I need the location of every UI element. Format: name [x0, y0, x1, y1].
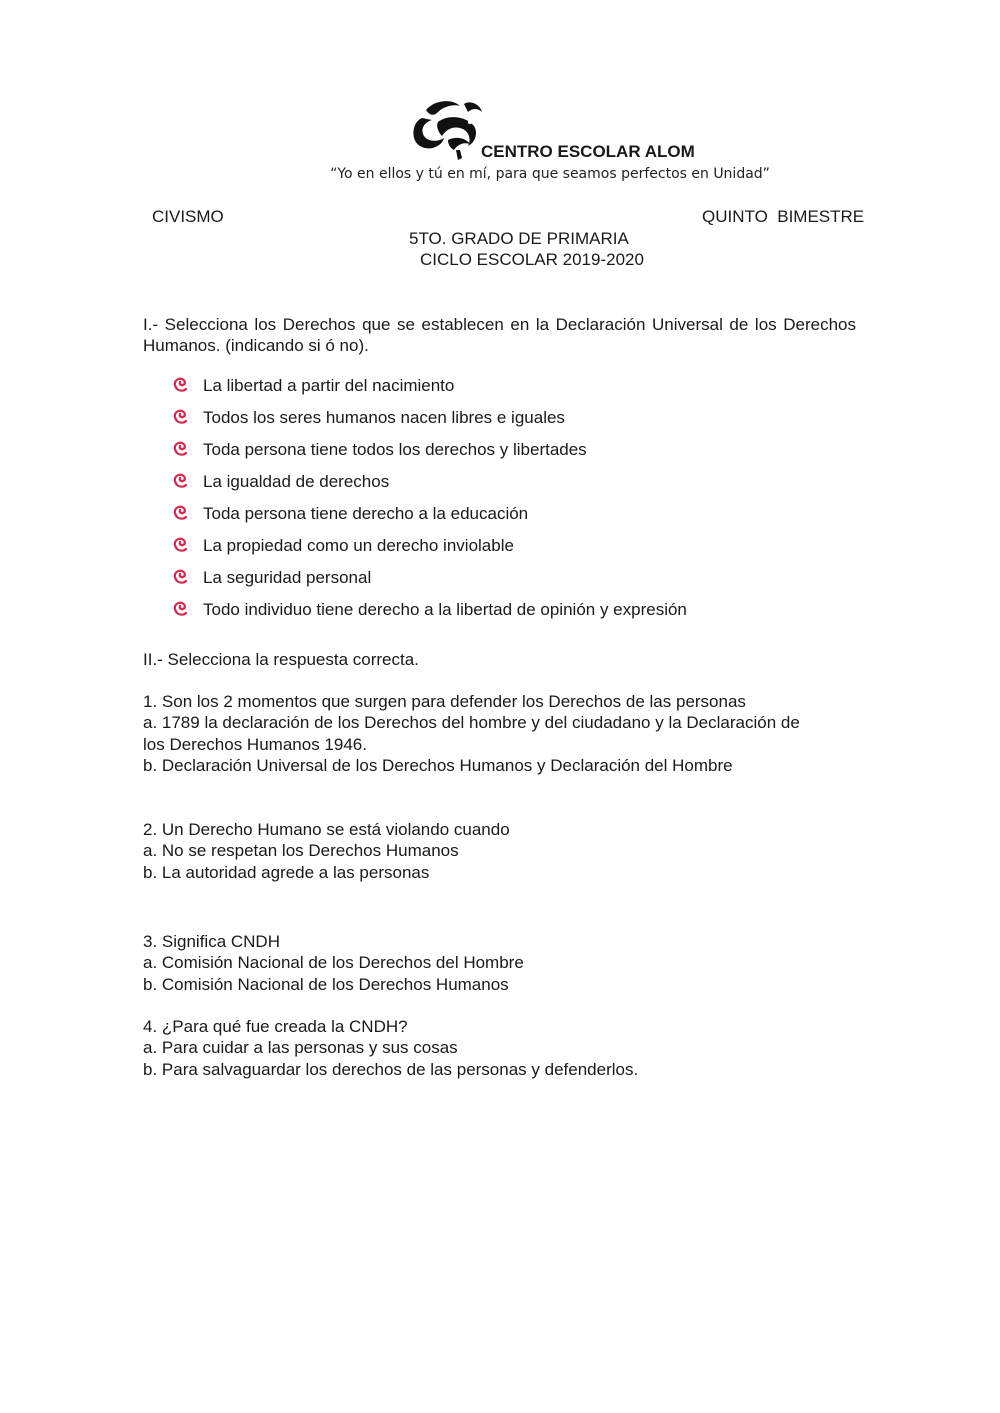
list-item-label: Todo individuo tiene derecho a la libertad de opinión y expresión: [203, 600, 687, 619]
spiral-bullet-icon: [173, 505, 189, 521]
school-name: CENTRO ESCOLAR ALOM: [481, 142, 695, 161]
option-a: a. Para cuidar a las personas y sus cosas: [143, 1038, 458, 1058]
list-item: [173, 536, 873, 568]
question-4: [143, 1016, 873, 1080]
list-item-label: Todos los seres humanos nacen libres e iguales: [203, 408, 565, 427]
option-b: b. Declaración Universal de los Derechos Humanos y Declaración del Hombre: [143, 755, 733, 775]
section2-instruction: II.- Selecciona la respuesta correcta.: [143, 650, 419, 669]
option-a: a. Comisión Nacional de los Derechos del Hombre: [143, 953, 524, 973]
list-item: [173, 408, 873, 440]
question-text: 4. ¿Para qué fue creada la CNDH?: [143, 1017, 408, 1036]
question-text: 3. Significa CNDH: [143, 932, 280, 951]
option-a: a. 1789 la declaración de los Derechos del hombre y del ciudadano y la Declaración de: [143, 713, 800, 733]
spiral-bullet-icon: [173, 409, 189, 425]
school-year-label: CICLO ESCOLAR 2019-2020: [420, 250, 644, 269]
list-item-label: Toda persona tiene todos los derechos y libertades: [203, 440, 587, 459]
option-b: b. Para salvaguardar los derechos de las personas y defenderlos.: [143, 1059, 639, 1079]
list-item: [173, 568, 873, 600]
school-logo-icon: [408, 96, 486, 160]
rights-list: [173, 376, 873, 632]
question-text: 2. Un Derecho Humano se está violando cuando: [143, 820, 510, 839]
spiral-bullet-icon: [173, 537, 189, 553]
spiral-bullet-icon: [173, 441, 189, 457]
list-item-label: La igualdad de derechos: [203, 472, 390, 491]
list-item-label: La seguridad personal: [203, 568, 372, 587]
list-item: [173, 600, 873, 632]
list-item: [173, 504, 873, 536]
list-item-label: Toda persona tiene derecho a la educación: [203, 504, 529, 523]
spiral-bullet-icon: [173, 377, 189, 393]
term-label: QUINTO BIMESTRE: [702, 207, 865, 226]
question-3: [143, 931, 873, 995]
question-text: 1. Son los 2 momentos que surgen para defender los Derechos de las personas: [143, 692, 746, 711]
list-item: [173, 440, 873, 472]
section1-instruction: I.- Selecciona los Derechos que se establecen en la Declaración Universal de los Derechos Humanos. (indicando si ó no).: [143, 315, 856, 355]
question-1: [143, 691, 873, 776]
option-a: a. No se respetan los Derechos Humanos: [143, 841, 459, 861]
option-a-continued: los Derechos Humanos 1946.: [143, 734, 367, 754]
option-b: b. La autoridad agrede a las personas: [143, 862, 430, 882]
list-item: [173, 472, 873, 504]
grade-label: 5TO. GRADO DE PRIMARIA: [409, 229, 629, 248]
question-2: [143, 819, 873, 883]
list-item-label: La propiedad como un derecho inviolable: [203, 536, 514, 555]
list-item-label: La libertad a partir del nacimiento: [203, 376, 455, 395]
subject-label: CIVISMO: [152, 207, 224, 226]
spiral-bullet-icon: [173, 473, 189, 489]
spiral-bullet-icon: [173, 569, 189, 585]
school-motto: “Yo en ellos y tú en mí, para que seamos perfectos en Unidad”: [330, 166, 770, 182]
option-b: b. Comisión Nacional de los Derechos Humanos: [143, 974, 509, 994]
spiral-bullet-icon: [173, 601, 189, 617]
list-item: [173, 376, 873, 408]
